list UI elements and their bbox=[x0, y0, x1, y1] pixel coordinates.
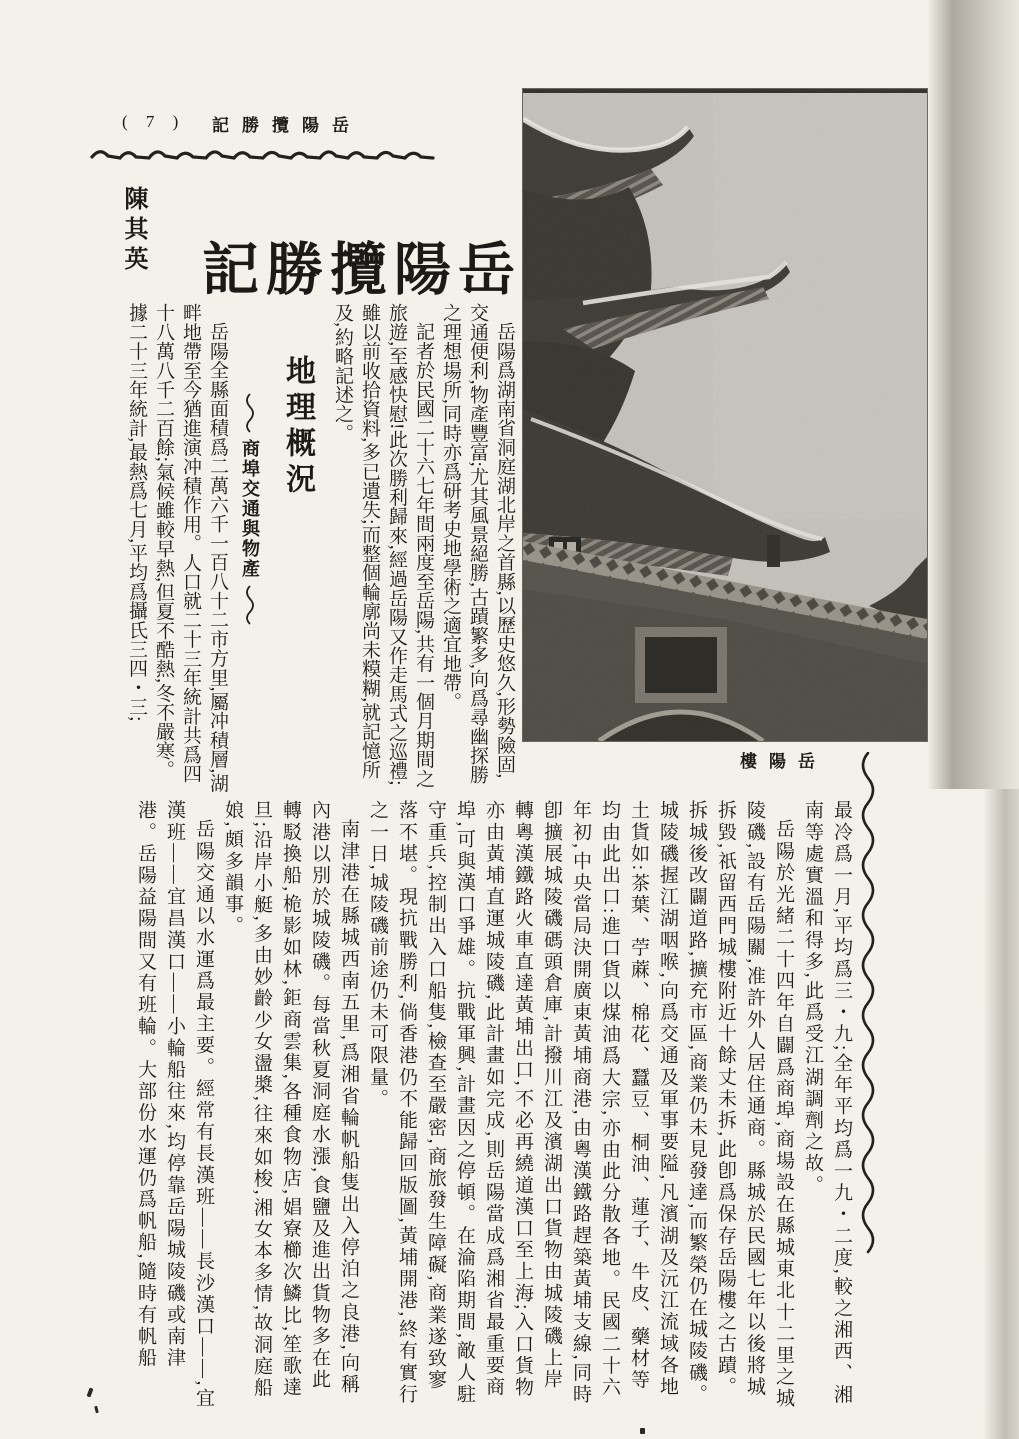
wavy-rule-decoration bbox=[90, 146, 534, 162]
paragraph-geography: 岳陽全縣面積爲二萬六千一百八十二市方里,屬冲積層,湖畔地帶至今猶進演冲積作用。人口就二十三年統計共爲四十八萬八千二百餘;氣候雖較早熱,但夏不酷熱,冬不嚴寒。據二十三年統計,最熱爲七月,平均爲攝氏三四・三; bbox=[126, 303, 228, 793]
author-name: 陳其英 bbox=[120, 186, 146, 276]
article-bottom-block bbox=[94, 800, 856, 1412]
sub-heading-text: 商埠交通與物產 bbox=[240, 439, 260, 579]
paragraph-chenglingji-port: 岳陽於光緒二十四年自闢爲商埠,商場設在縣城東北十二里之城陵磯,設有岳陽關,准許外人居住通商。縣城於民國七年以後將城拆毀,祇留西門城樓附近十餘丈未拆,此卽爲保存岳陽樓之古蹟。拆城後改闢道路,擴充市區,商業仍未見發達,而繁榮仍在城陵磯。城陵磯握江湖咽喉,向爲交通及軍事要隘,凡濱湖及沅江流域各地土貨如:茶葉、苧蔴、棉花、蠶豆、桐油、蓮子、牛皮、藥材等均由此出口:進口貨以煤油爲大宗,亦由此分散各地。民國二十六年初,中央當局決開廣東黃埔商港,由粵漢鐵路趕築黃埔支線,同時卽擴展城陵磯碼頭倉庫,計撥川江及濱湖出口貨物由城陵磯上岸轉粵漢鐵路火車直達黃埔出口,不必再繞道漢口至上海;入口貨物亦由黃埔直運城陵磯,此計畫如完成,則岳陽當成爲湘省最重要商埠,可與漢口爭雄。抗戰軍興,計畫因之停頓。在淪陷期間,敵人駐守重兵,控制出入口船隻,檢查至嚴密,商旅發生障礙,商業遂致寥落不堪。現抗戰勝利,倘香港仍不能歸回版圖,黃埔開港,終有實行之一日,城陵磯前途仍未可限量。 bbox=[367, 800, 794, 1410]
paragraph-transport: 岳陽交通以水運爲最主要。經常有長漢班——長沙漢口——,宜漢班——宜昌漢口——小輪船往來,均停靠岳陽城陵磯或南津港。岳陽益陽間又有班輪。大部份水運仍爲帆船,隨時有帆船 bbox=[135, 800, 214, 1410]
yueyang-tower-photo-illustration bbox=[523, 89, 927, 741]
article-title: 記勝攬陽岳 bbox=[202, 239, 522, 303]
photo-figure bbox=[522, 88, 928, 742]
wavy-decoration-icon bbox=[245, 585, 255, 625]
scan-speck bbox=[87, 1388, 94, 1398]
paragraph-nanjin-port: 南津港在縣城西南五里,爲湘省輪帆船隻出入停泊之良港,向稱內港以別於城陵磯。每當秋夏洞庭水漲,食鹽及進出貨物多在此轉駁換船,桅影如林,鉅商雲集,各種食物店,娼寮櫛次鱗比,笙歌達旦;沿岸小艇,多由妙齡少女盪槳,往來如梭,湘女本多情,故洞庭船娘,頗多韻事。 bbox=[222, 800, 359, 1399]
article-top-block bbox=[94, 303, 518, 795]
section-heading: 地理概況 bbox=[281, 355, 314, 499]
paragraph-geography-continued: 最冷爲一月,平均爲三・九;全年平均爲一九・二度,較之湘西、湘南等處實溫和得多,此爲受江湖調劑之故。 bbox=[802, 800, 852, 1406]
page-edge-shadow-top bbox=[927, 0, 1019, 789]
page-number: ( 7 ) bbox=[122, 112, 186, 131]
vertical-squiggle-divider bbox=[858, 752, 876, 1254]
paragraph-intro-2: 記者於民國二十六七年間兩度至岳陽,共有一個月期間之旅遊,至感快慰!此次勝利歸來,經過岳陽又作走馬式之巡禮;雖以前收拾資料,多已遺失;而整個輪廓尚未糢糊,就記憶所及,約略記述之。 bbox=[332, 303, 434, 788]
page-edge-shadow-bottom bbox=[983, 789, 1019, 1439]
wavy-decoration-icon bbox=[245, 393, 255, 433]
scan-speck bbox=[640, 1428, 645, 1434]
paragraph-intro-1: 岳陽爲湖南省洞庭湖北岸之首縣,以歷史悠久,形勢險固,交通便利,物產豐富;尤其風景絕勝,古蹟繁多,向爲尋幽探勝之理想場所,同時亦爲研考史地學術之適宜地帶。 bbox=[440, 303, 515, 785]
running-header-title: 記勝攬陽岳 bbox=[212, 116, 362, 135]
photo-caption: 樓陽岳 bbox=[740, 752, 827, 771]
sub-heading bbox=[235, 303, 265, 795]
